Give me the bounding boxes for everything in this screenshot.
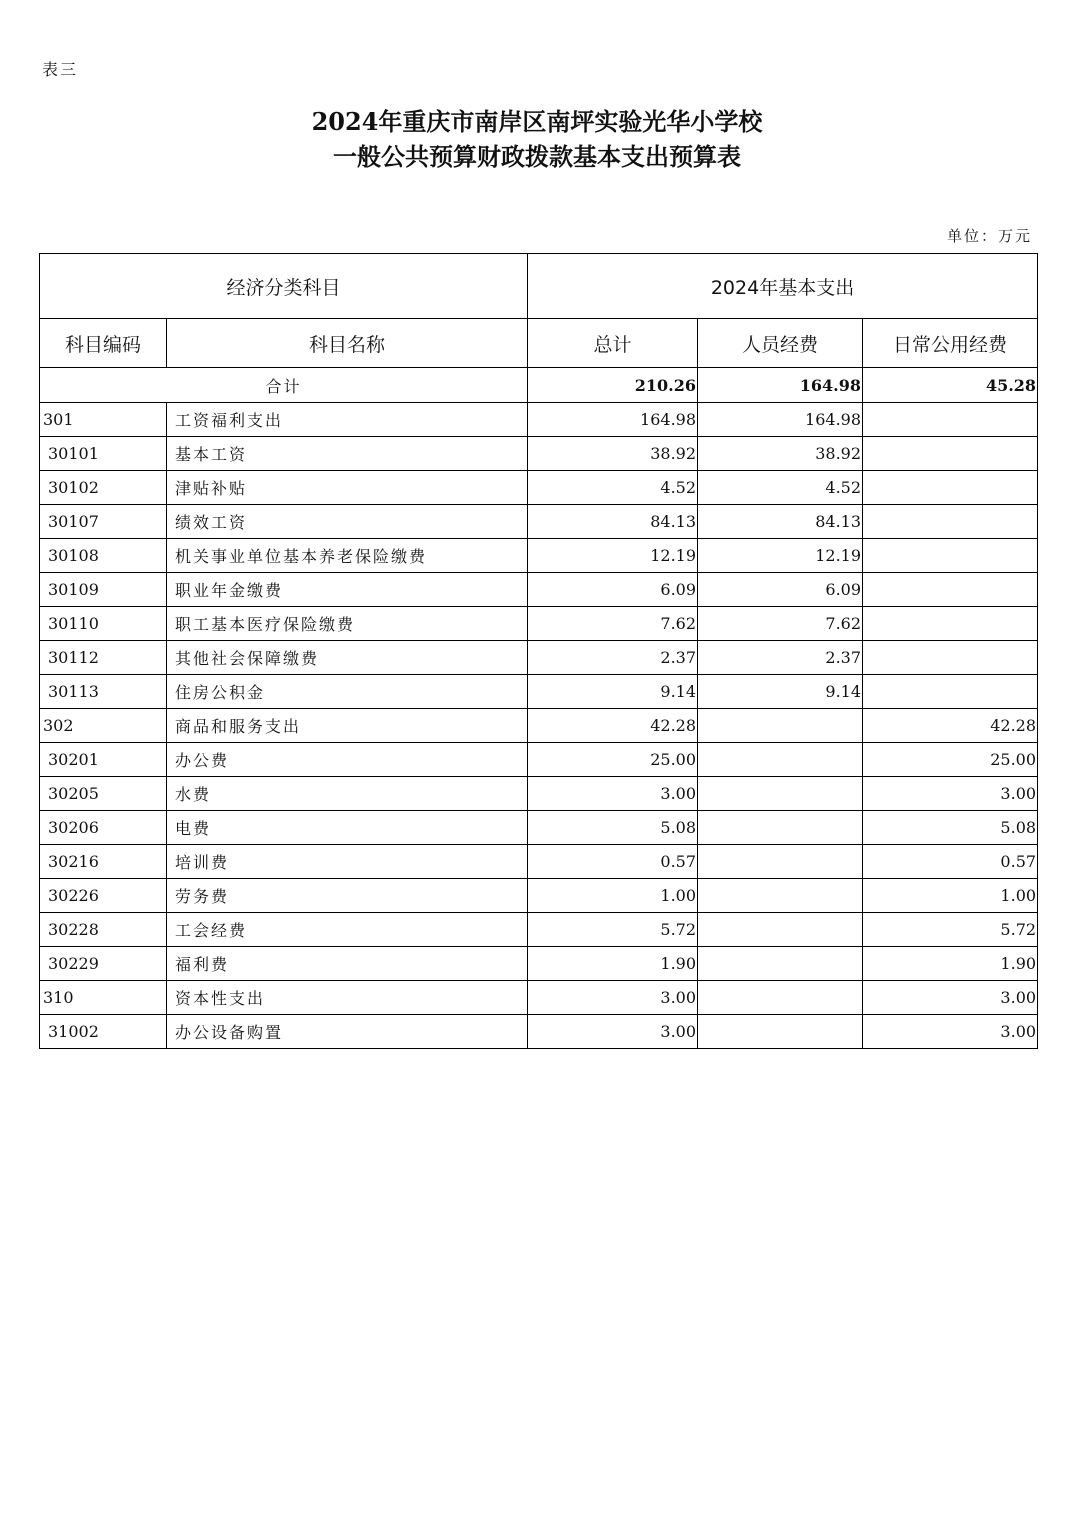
cell-public: 5.08: [863, 811, 1038, 845]
cell-public: 0.57: [863, 845, 1038, 879]
table-row: [40, 709, 1038, 743]
cell-total: 4.52: [528, 471, 698, 505]
total-personnel: 164.98: [698, 368, 863, 403]
cell-total: 3.00: [528, 981, 698, 1015]
cell-subject-code: 30107: [40, 505, 167, 539]
cell-subject-name: 基本工资: [167, 437, 528, 471]
cell-total: 164.98: [528, 403, 698, 437]
table-row: [40, 845, 1038, 879]
cell-subject-code: 30109: [40, 573, 167, 607]
total-label: 合计: [40, 368, 528, 403]
table-row: [40, 1015, 1038, 1049]
cell-personnel: [698, 845, 863, 879]
cell-public: [863, 403, 1038, 437]
cell-subject-code: 310: [40, 981, 167, 1015]
cell-total: 6.09: [528, 573, 698, 607]
cell-total: 9.14: [528, 675, 698, 709]
table-row: [40, 743, 1038, 777]
cell-personnel: 6.09: [698, 573, 863, 607]
cell-subject-code: 30108: [40, 539, 167, 573]
cell-subject-code: 30205: [40, 777, 167, 811]
cell-personnel: [698, 1015, 863, 1049]
cell-public: 3.00: [863, 981, 1038, 1015]
cell-personnel: 38.92: [698, 437, 863, 471]
cell-total: 5.72: [528, 913, 698, 947]
cell-public: [863, 539, 1038, 573]
table-row: [40, 913, 1038, 947]
cell-public: [863, 505, 1038, 539]
cell-subject-code: 31002: [40, 1015, 167, 1049]
cell-subject-code: 30102: [40, 471, 167, 505]
header-public: 日常公用经费: [863, 319, 1038, 368]
cell-subject-name: 培训费: [167, 845, 528, 879]
header-group-row: [40, 254, 1038, 319]
header-total: 总计: [528, 319, 698, 368]
cell-personnel: 12.19: [698, 539, 863, 573]
cell-total: 1.00: [528, 879, 698, 913]
cell-public: [863, 675, 1038, 709]
cell-subject-name: 工资福利支出: [167, 403, 528, 437]
cell-subject-name: 福利费: [167, 947, 528, 981]
cell-total: 84.13: [528, 505, 698, 539]
header-personnel: 人员经费: [698, 319, 863, 368]
cell-total: 12.19: [528, 539, 698, 573]
cell-subject-code: 30201: [40, 743, 167, 777]
cell-subject-name: 水费: [167, 777, 528, 811]
table-row: [40, 947, 1038, 981]
cell-subject-code: 30206: [40, 811, 167, 845]
cell-subject-code: 30113: [40, 675, 167, 709]
cell-subject-name: 工会经费: [167, 913, 528, 947]
cell-total: 0.57: [528, 845, 698, 879]
table-row: [40, 471, 1038, 505]
table-row: [40, 879, 1038, 913]
cell-subject-name: 资本性支出: [167, 981, 528, 1015]
cell-total: 3.00: [528, 1015, 698, 1049]
cell-personnel: [698, 947, 863, 981]
cell-subject-name: 津贴补贴: [167, 471, 528, 505]
cell-subject-code: 30228: [40, 913, 167, 947]
cell-total: 25.00: [528, 743, 698, 777]
cell-total: 42.28: [528, 709, 698, 743]
cell-public: [863, 641, 1038, 675]
cell-public: [863, 471, 1038, 505]
cell-public: 3.00: [863, 1015, 1038, 1049]
cell-personnel: [698, 743, 863, 777]
table-row: [40, 981, 1038, 1015]
table-row: [40, 573, 1038, 607]
cell-subject-code: 301: [40, 403, 167, 437]
cell-public: 1.00: [863, 879, 1038, 913]
cell-total: 7.62: [528, 607, 698, 641]
cell-total: 38.92: [528, 437, 698, 471]
cell-personnel: 9.14: [698, 675, 863, 709]
cell-total: 3.00: [528, 777, 698, 811]
cell-personnel: 7.62: [698, 607, 863, 641]
cell-public: 3.00: [863, 777, 1038, 811]
header-basic-expenditure: 2024年基本支出: [528, 254, 1038, 319]
cell-personnel: [698, 913, 863, 947]
cell-subject-code: 30112: [40, 641, 167, 675]
document-title-line1: 2024年重庆市南岸区南坪实验光华小学校: [311, 107, 763, 136]
cell-public: [863, 573, 1038, 607]
cell-public: [863, 437, 1038, 471]
total-sum: 210.26: [528, 368, 698, 403]
cell-subject-code: 30229: [40, 947, 167, 981]
header-economic-classification: 经济分类科目: [40, 254, 528, 319]
cell-subject-name: 办公设备购置: [167, 1015, 528, 1049]
total-row: [40, 368, 1038, 403]
cell-subject-code: 30226: [40, 879, 167, 913]
cell-subject-name: 住房公积金: [167, 675, 528, 709]
cell-subject-name: 职业年金缴费: [167, 573, 528, 607]
cell-personnel: 164.98: [698, 403, 863, 437]
cell-subject-name: 劳务费: [167, 879, 528, 913]
budget-table: [39, 253, 1038, 1049]
table-row: [40, 675, 1038, 709]
cell-subject-name: 办公费: [167, 743, 528, 777]
unit-label: 单位：万元: [946, 227, 1032, 245]
header-column-row: [40, 319, 1038, 368]
cell-total: 2.37: [528, 641, 698, 675]
cell-subject-name: 绩效工资: [167, 505, 528, 539]
cell-total: 5.08: [528, 811, 698, 845]
cell-personnel: 2.37: [698, 641, 863, 675]
total-public: 45.28: [863, 368, 1038, 403]
table-row: [40, 539, 1038, 573]
cell-public: 42.28: [863, 709, 1038, 743]
cell-subject-name: 其他社会保障缴费: [167, 641, 528, 675]
table-row: [40, 437, 1038, 471]
header-subject-code: 科目编码: [40, 319, 167, 368]
cell-personnel: 4.52: [698, 471, 863, 505]
table-row: [40, 607, 1038, 641]
table-row: [40, 403, 1038, 437]
cell-subject-name: 机关事业单位基本养老保险缴费: [167, 539, 528, 573]
cell-subject-code: 30216: [40, 845, 167, 879]
table-row: [40, 777, 1038, 811]
cell-subject-code: 302: [40, 709, 167, 743]
table-row: [40, 811, 1038, 845]
cell-subject-code: 30110: [40, 607, 167, 641]
table-label: 表三: [42, 60, 79, 79]
cell-public: 5.72: [863, 913, 1038, 947]
cell-total: 1.90: [528, 947, 698, 981]
cell-personnel: [698, 709, 863, 743]
cell-personnel: [698, 879, 863, 913]
cell-personnel: 84.13: [698, 505, 863, 539]
cell-public: [863, 607, 1038, 641]
document-title-line2: 一般公共预算财政拨款基本支出预算表: [333, 142, 741, 171]
table-row: [40, 641, 1038, 675]
table-row: [40, 505, 1038, 539]
cell-subject-code: 30101: [40, 437, 167, 471]
cell-public: 25.00: [863, 743, 1038, 777]
cell-subject-name: 电费: [167, 811, 528, 845]
cell-public: 1.90: [863, 947, 1038, 981]
cell-subject-name: 商品和服务支出: [167, 709, 528, 743]
cell-personnel: [698, 981, 863, 1015]
header-subject-name: 科目名称: [167, 319, 528, 368]
cell-personnel: [698, 777, 863, 811]
cell-personnel: [698, 811, 863, 845]
cell-subject-name: 职工基本医疗保险缴费: [167, 607, 528, 641]
